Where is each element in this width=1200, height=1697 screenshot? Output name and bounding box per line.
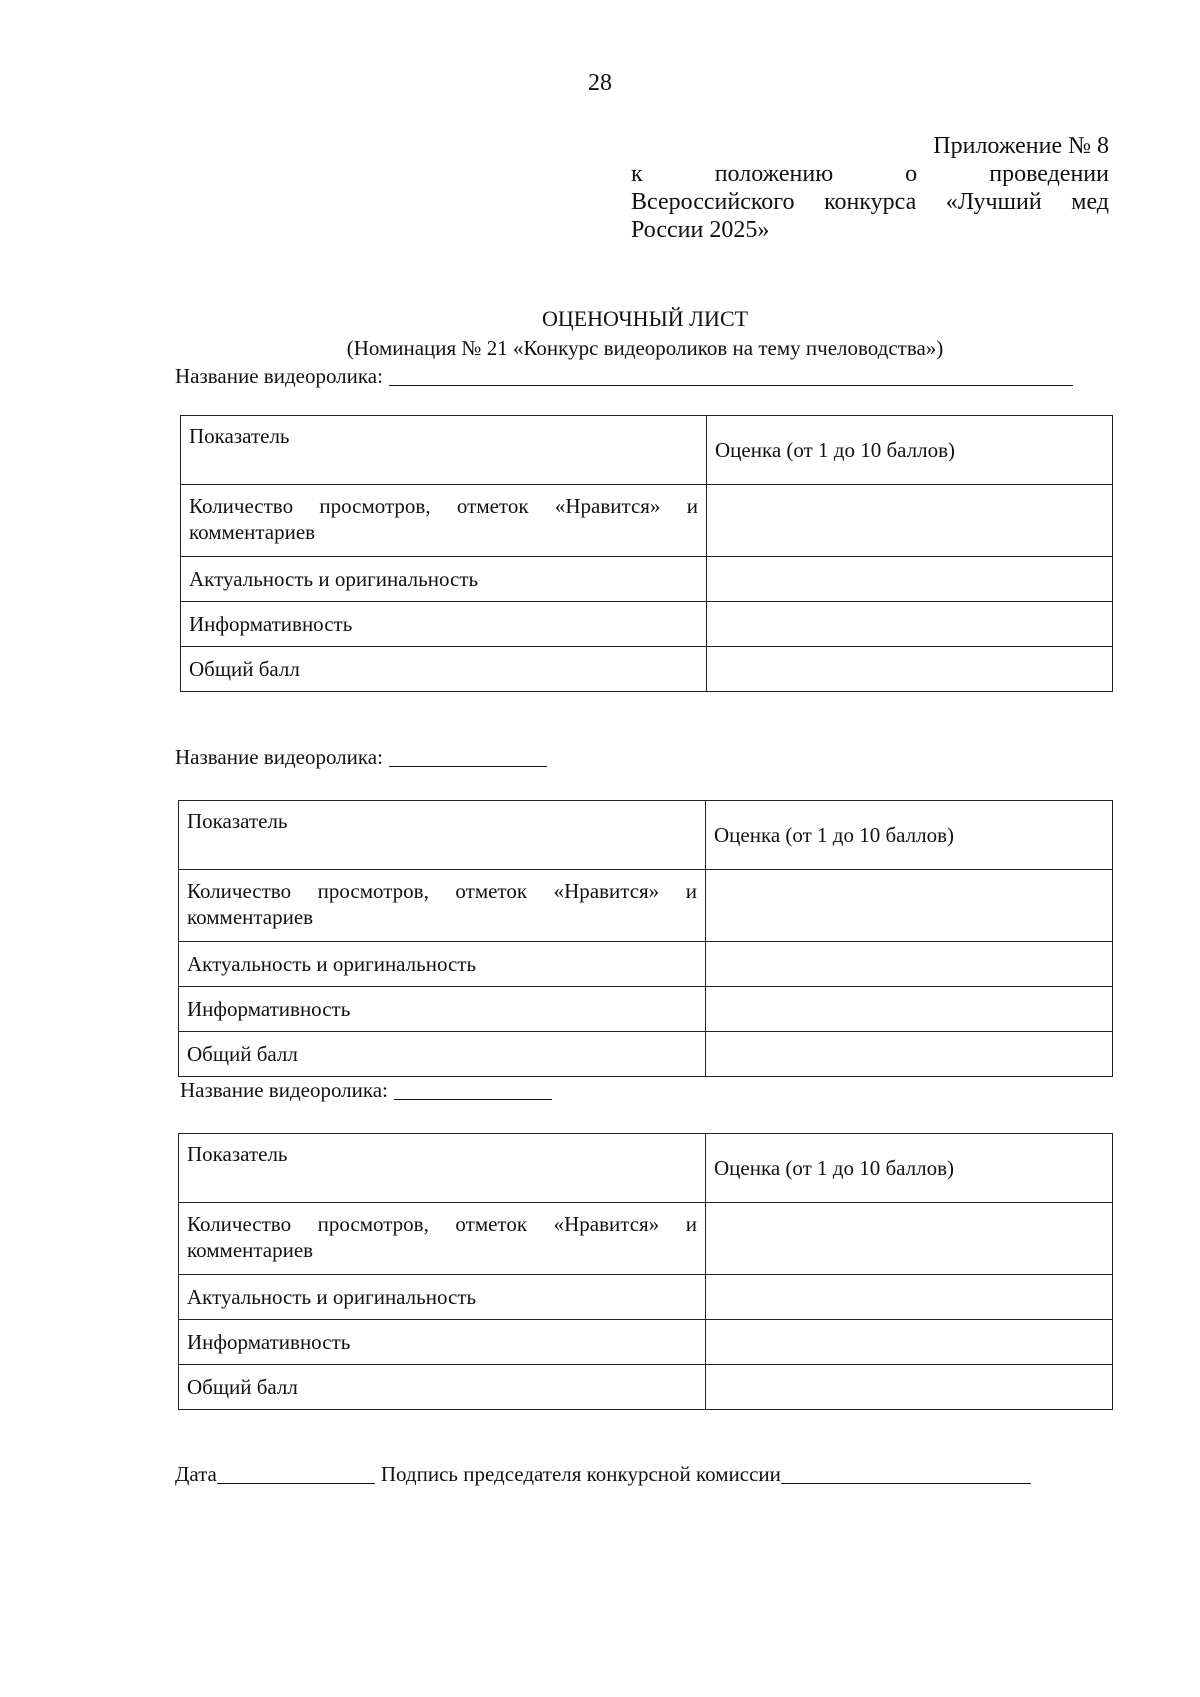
appendix-line-2: Всероссийского конкурса «Лучший мед [631, 189, 1109, 215]
video-name-blank[interactable] [394, 1098, 552, 1100]
table-row [181, 647, 1113, 692]
video-name-label: Название видеоролика: [180, 1078, 388, 1102]
table-row [179, 1365, 1113, 1410]
table-header-row [181, 416, 1113, 485]
table-row [181, 602, 1113, 647]
video-name-line-3 [180, 1078, 552, 1103]
signature-label: Подпись председателя конкурсной комиссии [380, 1462, 781, 1486]
indicator-cell: Общий балл [179, 1032, 706, 1077]
score-table-1 [180, 415, 1113, 692]
appendix-line-3: России 2025» [631, 217, 770, 243]
table-row [179, 942, 1113, 987]
indicator-cell: Актуальность и оригинальность [181, 557, 707, 602]
header-indicator: Показатель [181, 416, 707, 485]
video-name-label: Название видеоролика: [175, 364, 383, 388]
score-cell[interactable] [707, 557, 1113, 602]
header-indicator: Показатель [179, 801, 706, 870]
score-cell[interactable] [707, 602, 1113, 647]
table-header-row [179, 1134, 1113, 1203]
score-cell[interactable] [706, 1032, 1113, 1077]
score-cell[interactable] [706, 870, 1113, 942]
score-cell[interactable] [706, 1365, 1113, 1410]
table-row [179, 1203, 1113, 1275]
video-name-label: Название видеоролика: [175, 745, 383, 769]
video-name-blank[interactable] [389, 384, 1073, 386]
score-table-3 [178, 1133, 1113, 1410]
table-row [179, 1275, 1113, 1320]
indicator-cell: Количество просмотров, отметок «Нравится» и комментариев [181, 485, 707, 557]
appendix-block [631, 132, 1109, 244]
table-row [179, 1032, 1113, 1077]
score-cell[interactable] [707, 485, 1113, 557]
signature-blank[interactable] [781, 1482, 1031, 1484]
date-blank[interactable] [217, 1482, 375, 1484]
score-cell[interactable] [706, 1275, 1113, 1320]
indicator-cell: Актуальность и оригинальность [179, 1275, 706, 1320]
signature-footer [175, 1462, 1031, 1487]
appendix-line-1: к положению о проведении [631, 161, 1109, 187]
appendix-title: Приложение № 8 [933, 133, 1109, 159]
header-score: Оценка (от 1 до 10 баллов) [706, 1134, 1113, 1203]
indicator-cell: Общий балл [179, 1365, 706, 1410]
score-table-2 [178, 800, 1113, 1077]
score-cell[interactable] [707, 647, 1113, 692]
indicator-cell: Информативность [181, 602, 707, 647]
score-cell[interactable] [706, 1203, 1113, 1275]
page-number: 28 [588, 70, 612, 96]
indicator-cell: Количество просмотров, отметок «Нравится» и комментариев [179, 1203, 706, 1275]
table-row [181, 557, 1113, 602]
video-name-line-1 [175, 364, 1073, 389]
table-row [179, 987, 1113, 1032]
score-cell[interactable] [706, 987, 1113, 1032]
score-cell[interactable] [706, 942, 1113, 987]
document-subheading: (Номинация № 21 «Конкурс видеороликов на тему пчеловодства») [346, 336, 944, 360]
indicator-cell: Информативность [179, 1320, 706, 1365]
indicator-cell: Количество просмотров, отметок «Нравится» и комментариев [179, 870, 706, 942]
header-score: Оценка (от 1 до 10 баллов) [706, 801, 1113, 870]
indicator-cell: Общий балл [181, 647, 707, 692]
video-name-line-2 [175, 745, 547, 770]
indicator-cell: Информативность [179, 987, 706, 1032]
header-score: Оценка (от 1 до 10 баллов) [707, 416, 1113, 485]
document-heading: ОЦЕНОЧНЫЙ ЛИСТ [541, 306, 749, 331]
date-label: Дата [175, 1462, 217, 1486]
table-row [181, 485, 1113, 557]
table-row [179, 1320, 1113, 1365]
header-indicator: Показатель [179, 1134, 706, 1203]
score-cell[interactable] [706, 1320, 1113, 1365]
video-name-blank[interactable] [389, 765, 547, 767]
indicator-cell: Актуальность и оригинальность [179, 942, 706, 987]
table-row [179, 870, 1113, 942]
table-header-row [179, 801, 1113, 870]
